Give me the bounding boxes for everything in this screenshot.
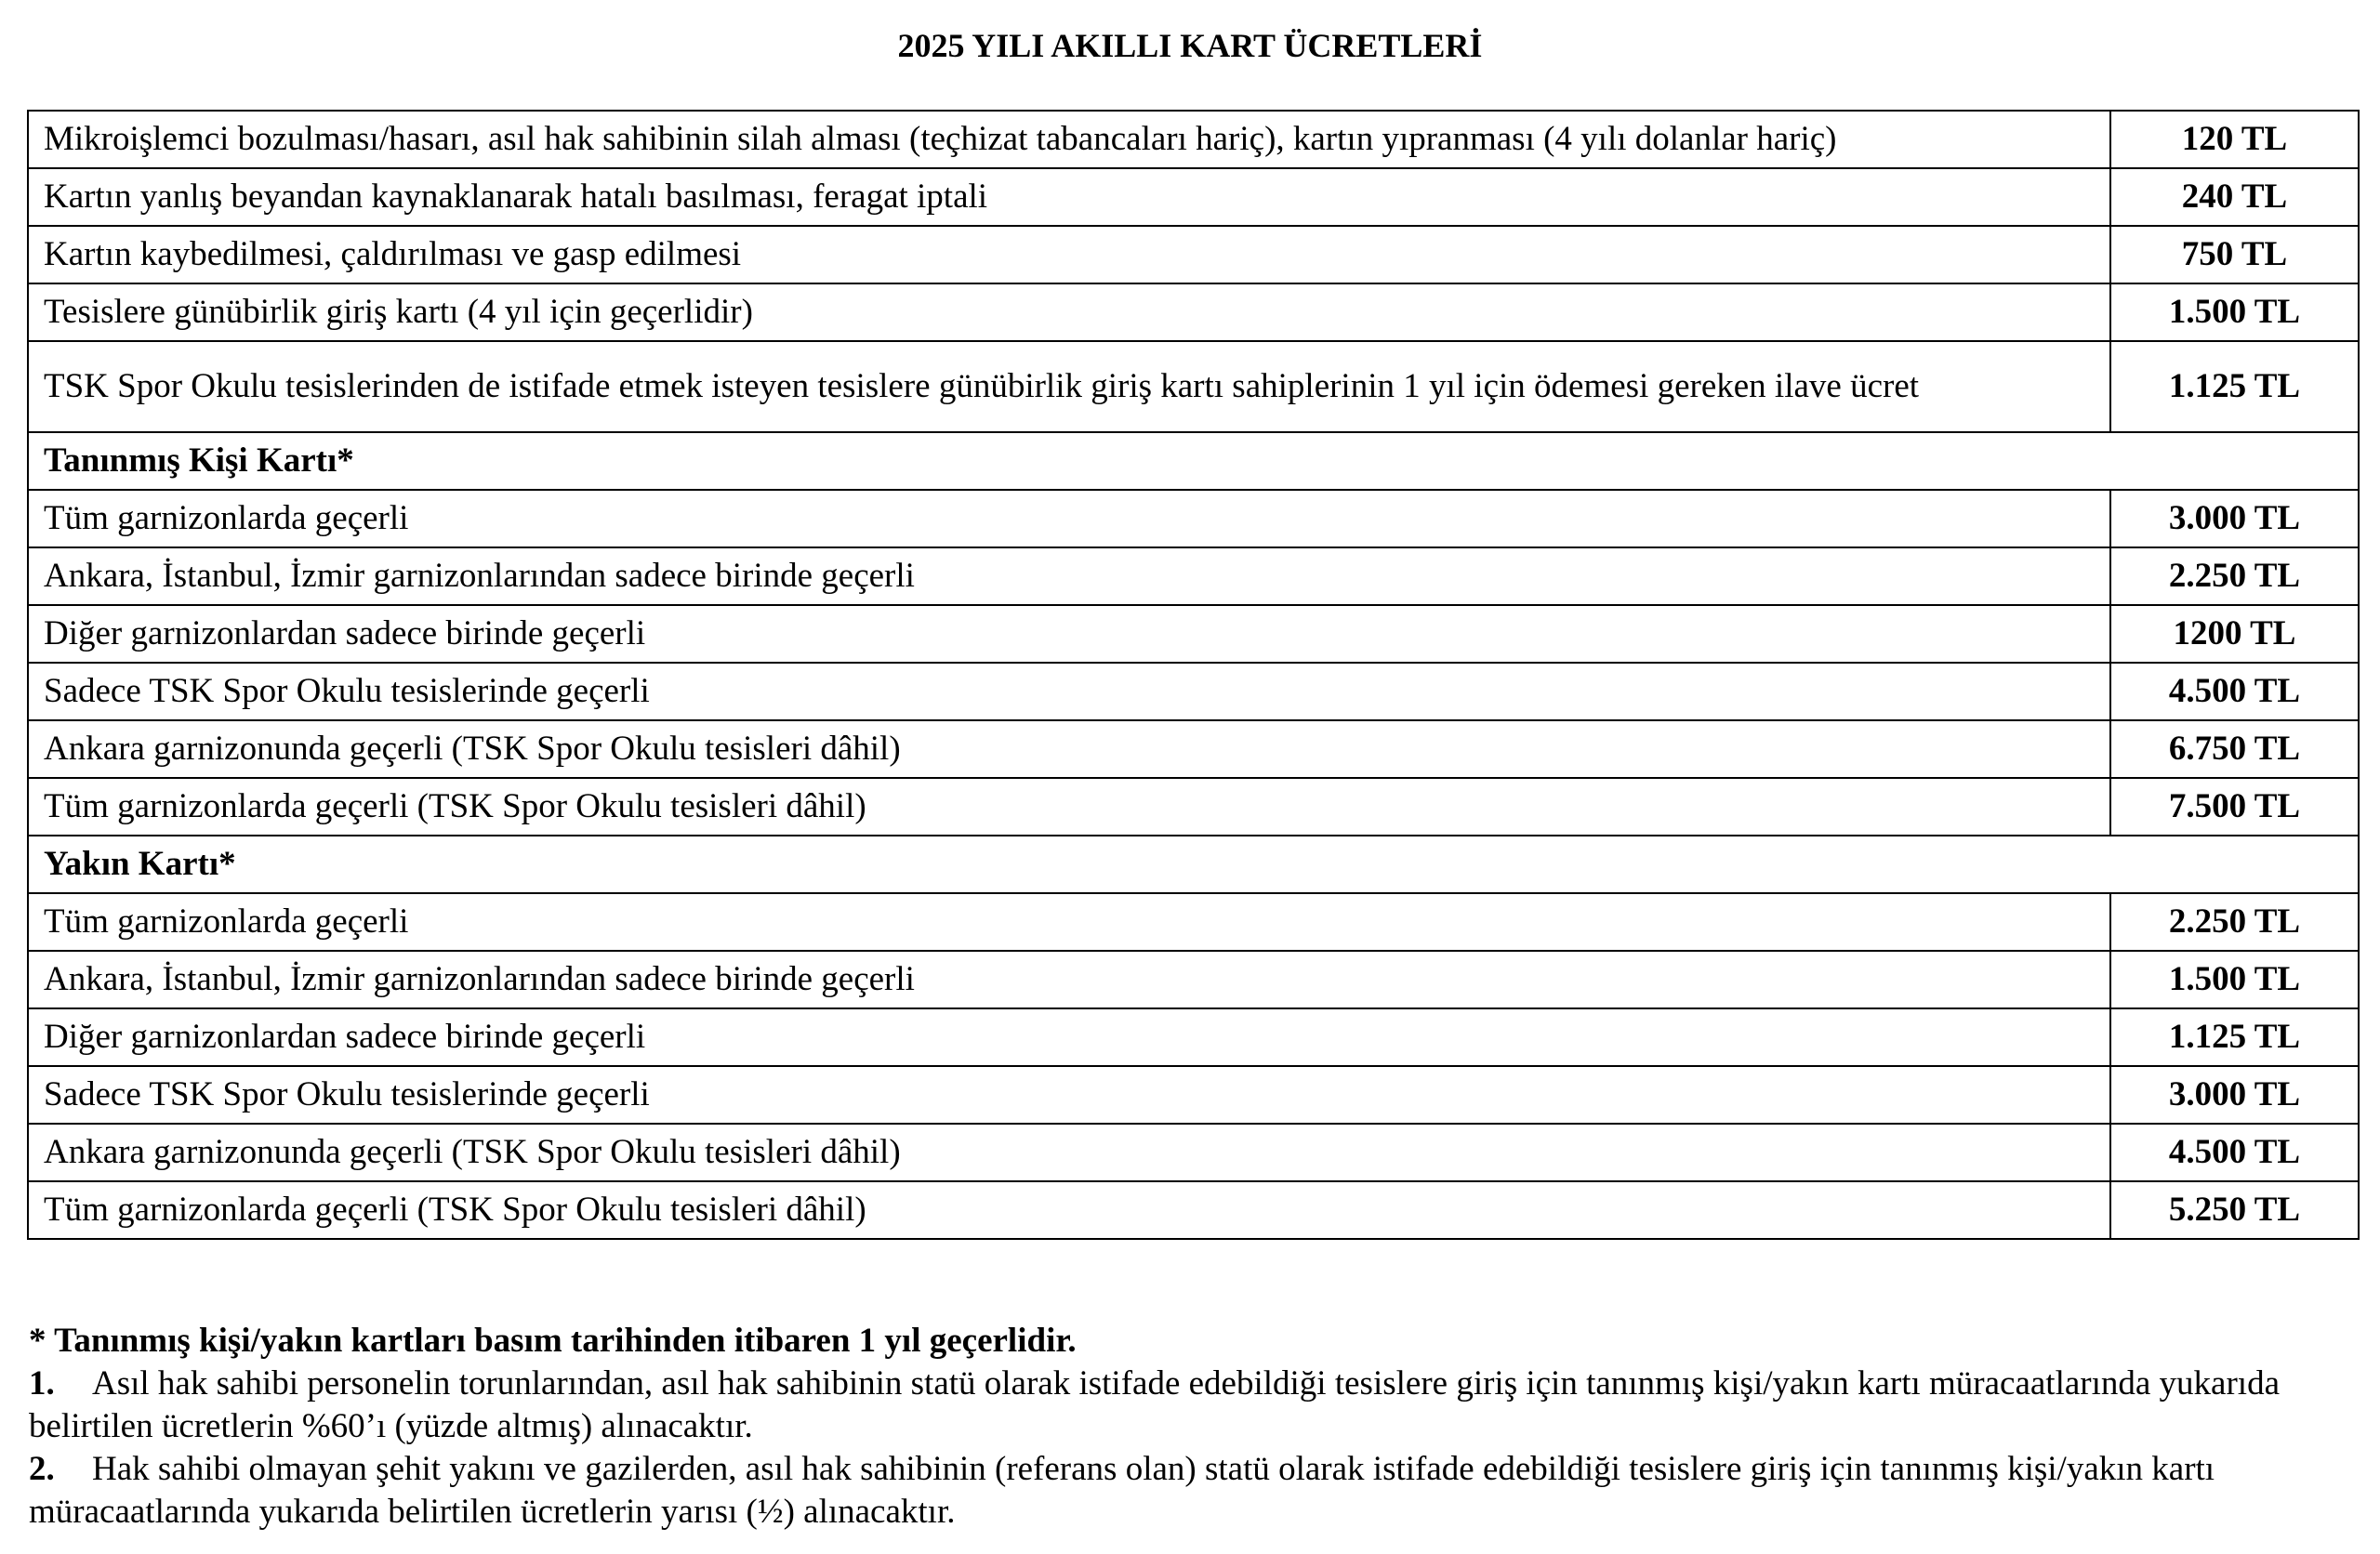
- fee-description: Sadece TSK Spor Okulu tesislerinde geçerli: [28, 663, 2110, 720]
- fee-price: 1200 TL: [2110, 605, 2359, 663]
- table-row: [28, 951, 2359, 1008]
- fee-description: Diğer garnizonlardan sadece birinde geçerli: [28, 1008, 2110, 1066]
- fee-price: 4.500 TL: [2110, 1124, 2359, 1181]
- fee-price: 1.500 TL: [2110, 283, 2359, 341]
- fee-description: Ankara, İstanbul, İzmir garnizonlarından sadece birinde geçerli: [28, 547, 2110, 605]
- note-text: Hak sahibi olmayan şehit yakını ve gazilerden, asıl hak sahibinin (referans olan) statü olarak istifade edebildiği tesislere giriş için tanınmış kişi/yakın kartı müracaatlarında yukarıda belirtilen ücretlerin yarısı (½) alınacaktır.: [29, 1450, 2215, 1531]
- table-row: [28, 111, 2359, 168]
- fee-price: 1.125 TL: [2110, 341, 2359, 432]
- page-title: 2025 YILI AKILLI KART ÜCRETLERİ: [897, 27, 1483, 64]
- fee-description: Tüm garnizonlarda geçerli (TSK Spor Okulu tesisleri dâhil): [28, 1181, 2110, 1239]
- fee-description: Mikroişlemci bozulması/hasarı, asıl hak sahibinin silah alması (teçhizat tabancaları hariç), kartın yıpranması (4 yılı dolanlar hariç): [28, 111, 2110, 168]
- fee-description: Tüm garnizonlarda geçerli: [28, 490, 2110, 547]
- table-row: [28, 778, 2359, 836]
- note-text: Asıl hak sahibi personelin torunlarından, asıl hak sahibinin statü olarak istifade edebildiği tesislere giriş için tanınmış kişi/yakın kartı müracaatlarında yukarıda belirtilen ücretlerin %60’ı (yüzde altmış) alınacaktır.: [29, 1364, 2281, 1445]
- section-heading-relative: Yakın Kartı*: [28, 836, 2359, 893]
- table-row: [28, 283, 2359, 341]
- note-item: [29, 1448, 2362, 1534]
- table-row: [28, 341, 2359, 432]
- fee-description: Tüm garnizonlarda geçerli: [28, 893, 2110, 951]
- table-row: [28, 547, 2359, 605]
- fee-price: 7.500 TL: [2110, 778, 2359, 836]
- table-row: [28, 663, 2359, 720]
- fee-description: Tüm garnizonlarda geçerli (TSK Spor Okulu tesisleri dâhil): [28, 778, 2110, 836]
- fee-price: 4.500 TL: [2110, 663, 2359, 720]
- table-row: [28, 226, 2359, 283]
- table-row: [28, 1124, 2359, 1181]
- note-item: [29, 1363, 2362, 1448]
- table-row: [28, 720, 2359, 778]
- table-row: [28, 1008, 2359, 1066]
- fee-price: 750 TL: [2110, 226, 2359, 283]
- fee-price: 1.125 TL: [2110, 1008, 2359, 1066]
- section-header-row: [28, 432, 2359, 490]
- section-heading-recognized: Tanınmış Kişi Kartı*: [28, 432, 2359, 490]
- fee-price: 2.250 TL: [2110, 893, 2359, 951]
- section-header-row: [28, 836, 2359, 893]
- table-row: [28, 490, 2359, 547]
- note-number: 2.: [29, 1450, 55, 1488]
- fee-price: 240 TL: [2110, 168, 2359, 226]
- fee-description: Ankara, İstanbul, İzmir garnizonlarından sadece birinde geçerli: [28, 951, 2110, 1008]
- fee-table: [27, 110, 2360, 1240]
- fee-price: 3.000 TL: [2110, 1066, 2359, 1124]
- table-row: [28, 1066, 2359, 1124]
- fee-description: Ankara garnizonunda geçerli (TSK Spor Okulu tesisleri dâhil): [28, 720, 2110, 778]
- fee-price: 2.250 TL: [2110, 547, 2359, 605]
- table-row: [28, 605, 2359, 663]
- validity-footnote: * Tanınmış kişi/yakın kartları basım tarihinden itibaren 1 yıl geçerlidir.: [29, 1322, 1077, 1360]
- fee-description: TSK Spor Okulu tesislerinden de istifade etmek isteyen tesislere günübirlik giriş kartı sahiplerinin 1 yıl için ödemesi gereken ilave ücret: [28, 341, 2110, 432]
- fee-price: 3.000 TL: [2110, 490, 2359, 547]
- fee-description: Diğer garnizonlardan sadece birinde geçerli: [28, 605, 2110, 663]
- fee-description: Sadece TSK Spor Okulu tesislerinde geçerli: [28, 1066, 2110, 1124]
- table-row: [28, 893, 2359, 951]
- table-row: [28, 168, 2359, 226]
- notes-section: [29, 1320, 2362, 1534]
- note-number: 1.: [29, 1364, 55, 1403]
- fee-price: 5.250 TL: [2110, 1181, 2359, 1239]
- fee-price: 6.750 TL: [2110, 720, 2359, 778]
- fee-description: Kartın kaybedilmesi, çaldırılması ve gasp edilmesi: [28, 226, 2110, 283]
- fee-description: Kartın yanlış beyandan kaynaklanarak hatalı basılması, feragat iptali: [28, 168, 2110, 226]
- fee-price: 120 TL: [2110, 111, 2359, 168]
- fee-description: Ankara garnizonunda geçerli (TSK Spor Okulu tesisleri dâhil): [28, 1124, 2110, 1181]
- fee-price: 1.500 TL: [2110, 951, 2359, 1008]
- fee-description: Tesislere günübirlik giriş kartı (4 yıl için geçerlidir): [28, 283, 2110, 341]
- table-row: [28, 1181, 2359, 1239]
